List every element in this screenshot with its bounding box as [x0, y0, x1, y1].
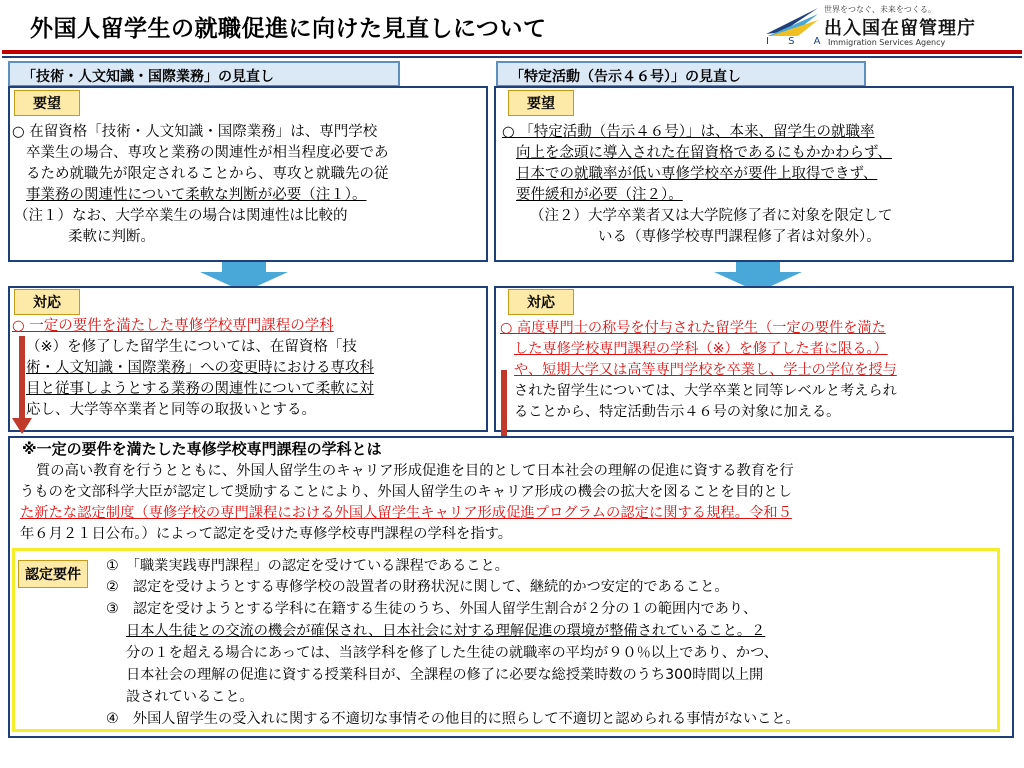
requirement-line: 分の１を超える場合にあっては、当該学科を修了した生徒の就職率の平均が９０％以上であり、かつ、	[126, 645, 778, 661]
right-request-line: ○ 「特定活動（告示４６号）」は、本来、留学生の就職率	[502, 124, 875, 140]
definition-heading: ※一定の要件を満たした専修学校専門課程の学科とは	[22, 440, 382, 458]
right-request-tag: 要望	[508, 90, 574, 116]
left-response-line: 目と従事しようとする業務の関連性について柔軟に対	[26, 381, 374, 397]
right-response-tag: 対応	[508, 289, 574, 315]
left-request-line: 事業務の関連性について柔軟な判断が必要（注１）。	[26, 187, 367, 203]
left-connector-arrow-icon	[12, 418, 32, 434]
right-note-line: いる（専修学校専門課程修了者は対象外）。	[598, 229, 881, 245]
agency-name: 出入国在留管理庁	[824, 18, 976, 39]
definition-line: 質の高い教育を行うとともに、外国人留学生のキャリア形成促進を目的として日本社会の理解の促進に資する教育を行	[36, 463, 794, 479]
left-section-title: 「技術・人文知識・国際業務」の見直し	[8, 61, 400, 87]
requirement-line: ② 認定を受けようとする専修学校の設置者の財務状況に関して、継続的かつ安定的であること。	[106, 579, 729, 595]
left-response-line: （※）を修了した留学生については、在留資格「技	[26, 339, 357, 355]
definition-line: うものを文部科学大臣が認定して奨励することにより、外国人留学生のキャリア形成の機会の拡大を図ることを目的とし	[20, 484, 793, 500]
requirement-line: 日本社会の理解の促進に資する授業科目が、全課程の修了に必要な総授業時数のうち300時間以上開	[126, 667, 764, 683]
right-request-line: 要件緩和が必要（注２）。	[516, 187, 683, 203]
left-note-line: 柔軟に判断。	[68, 229, 155, 245]
definition-body	[20, 461, 1012, 545]
left-response-line: 応し、大学等卒業者と同等の取扱いとする。	[26, 402, 316, 418]
agency-name-en: Immigration Services Agency	[828, 38, 946, 47]
left-request-line: ○ 在留資格「技術・人文知識・国際業務」は、専門学校	[12, 124, 378, 140]
page-title: 外国人留学生の就職促進に向けた見直しについて	[30, 16, 547, 42]
right-response-line: された留学生については、大学卒業と同等レベルと考えられ	[514, 383, 897, 399]
right-section-title: 「特定活動（告示４６号）」の見直し	[496, 61, 866, 87]
left-note-line: （注１）なお、大学卒業生の場合は関連性は比較的	[14, 208, 348, 224]
right-note-line: （注２）大学卒業者又は大学院修了者に対象を限定して	[530, 208, 893, 224]
requirement-line: ① 「職業実践専門課程」の認定を受けている課程であること。	[106, 558, 509, 574]
right-request-line: 向上を念頭に導入された在留資格であるにもかかわらず、	[516, 145, 892, 161]
right-response-line: ることから、特定活動告示４６号の対象に加える。	[514, 404, 841, 420]
logo-slogan: 世界をつなぐ、未来をつくる。	[824, 5, 936, 14]
right-response-line: ○ 高度専門士の称号を付与された留学生（一定の要件を満た	[500, 320, 886, 336]
right-request-line: 日本での就職率が低い専修学校卒が要件上取得できず、	[516, 166, 878, 182]
requirement-line: 日本人生徒との交流の機会が確保され、日本社会に対する理解促進の環境が整備されていること。２	[126, 623, 766, 639]
requirement-line: ④ 外国人留学生の受入れに関する不適切な事情その他目的に照らして不適切と認められる事情がないこと。	[106, 711, 800, 727]
right-response-line: や、短期大学又は高等専門学校を卒業し、学士の学位を授与	[514, 362, 897, 378]
left-response-line: 術・人文知識・国際業務」への変更時における専攻科	[26, 360, 374, 376]
definition-line: 年６月２１日公布。）によって認定を受けた専修学校専門課程の学科を指す。	[20, 526, 513, 542]
left-response-line: ○ 一定の要件を満たした専修学校専門課程の学科	[12, 318, 334, 334]
definition-line: た新たな認定制度（専修学校の専門課程における外国人留学生キャリア形成促進プログラムの認定に関する規程。令和５	[20, 505, 792, 521]
requirements-tag: 認定要件	[18, 560, 88, 588]
left-request-line: 卒業生の場合、専攻と業務の関連性が相当程度必要であ	[26, 145, 389, 161]
right-response-line: した専修学校専門課程の学科（※）を修了した者に限る。）	[514, 341, 888, 357]
left-response-tag: 対応	[14, 289, 80, 315]
left-request-line: るため就職先が限定されることから、専攻と就職先の従	[26, 166, 389, 182]
logo-isa-text: I S A	[766, 36, 829, 47]
requirement-line: 設されていること。	[126, 689, 254, 705]
requirement-line: ③ 認定を受けようとする学科に在籍する生徒のうち、外国人留学生割合が２分の１の範囲内であり、	[106, 601, 758, 617]
left-request-tag: 要望	[14, 90, 80, 116]
